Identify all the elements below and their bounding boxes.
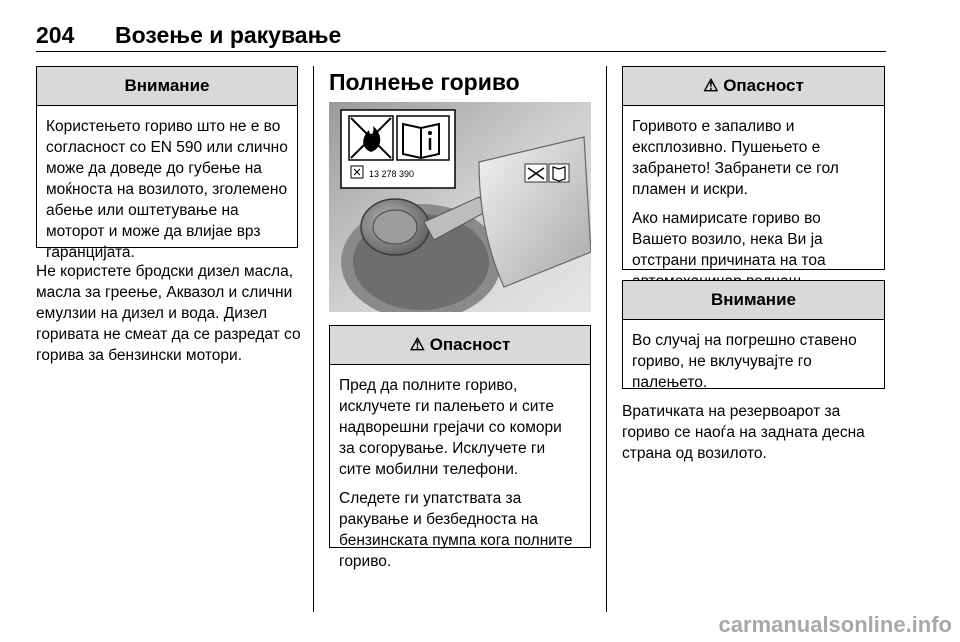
paragraph-fuel-door: Вратичката на резервоарот за гориво се наоѓа на задната десна страна од возилото. xyxy=(622,403,865,462)
danger-heading-right: ⚠ Опасност xyxy=(623,67,884,106)
danger-paragraph: Горивото е запаливо и експлозивно. Пушењето е забрането! Забранети се гол пламен и искри. xyxy=(632,118,839,198)
fuel-filler-illustration xyxy=(329,102,591,312)
warning-icon: ⚠ xyxy=(409,335,425,354)
column-divider-left xyxy=(313,66,314,612)
danger-paragraph: Пред да полните гориво, исклучете ги палењето и сите надворешни грејачи со комори за согорување. Исклучете ги сите мобилни телефони. xyxy=(339,377,562,478)
page-number: 204 xyxy=(36,22,75,48)
notice-box-left xyxy=(36,66,298,261)
watermark: carmanualsonline.info xyxy=(718,612,952,637)
notice-heading-left: Внимание xyxy=(37,67,297,106)
notice-body-left: Користењето гориво што не е во согласност со EN 590 или слично може да доведе до губење на моќноста на возилото, зголемено абење или оштетување на моторот и може да влијае врз гаранцијата. xyxy=(46,118,288,261)
danger-box-middle xyxy=(329,325,591,570)
danger-paragraph: Ако намирисате гориво во Вашето возило, нека Ви ја отстрани причината на тоа xyxy=(632,210,826,269)
column-divider-right xyxy=(606,66,607,612)
fuel-filler-figure xyxy=(329,102,591,312)
warning-icon: ⚠ xyxy=(703,76,719,95)
danger-body-middle xyxy=(330,365,590,582)
page-title: Возење и ракување xyxy=(115,22,342,48)
danger-body-right xyxy=(623,106,884,302)
notice-box-right xyxy=(622,280,885,389)
notice-body-right: Во случај на погрешно ставено гориво, не вклучувајте го палењето. xyxy=(632,332,857,391)
page-header xyxy=(36,20,886,52)
danger-heading-middle: ⚠ Опасност xyxy=(330,326,590,365)
paragraph-diesel: Не користете бродски дизел масла, масла за греење, Аквазол и слични емулзии на дизел и вода. Дизел горивата не смеат да се разредат со горива за бензински мотори. xyxy=(36,263,301,364)
figure-label-number: 13 278 390 xyxy=(369,169,415,179)
danger-paragraph: Следете ги упатствата за ракување и безбедноста на бензинската пумпа кога полните гориво. xyxy=(339,490,573,570)
notice-heading-right: Внимание xyxy=(623,281,884,320)
section-title-refuelling: Полнење гориво xyxy=(329,69,520,95)
danger-box-right xyxy=(622,66,885,270)
